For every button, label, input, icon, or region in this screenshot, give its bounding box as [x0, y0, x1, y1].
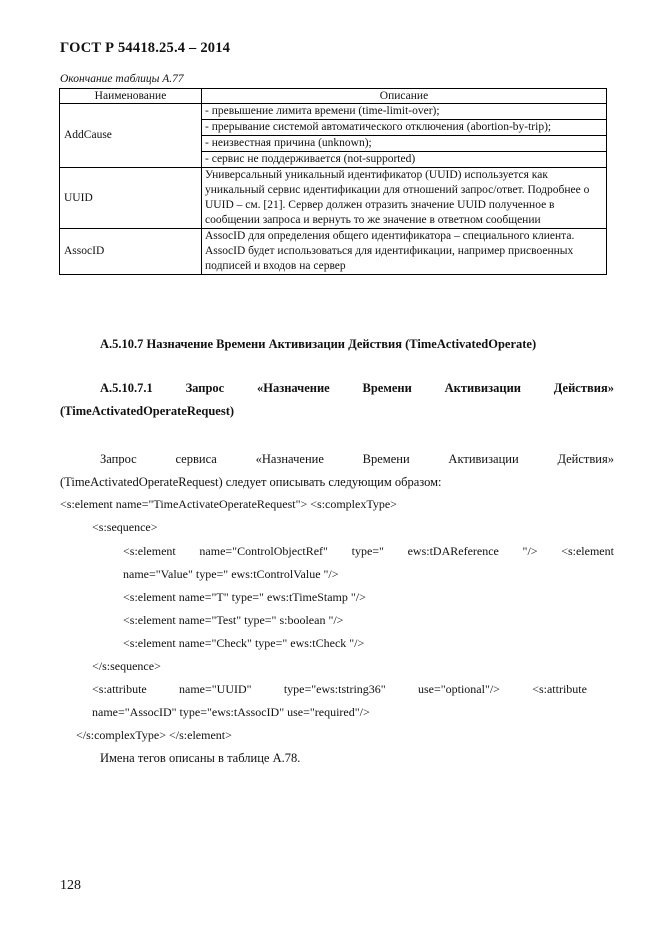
code-line-9 — [92, 681, 587, 697]
code-line-10: name="AssocID" type="ews:tAssocID" use="required"/> — [92, 705, 370, 719]
code-token: type="ews:tstring36" — [283, 682, 386, 696]
code-line-4: name="Value" type=" ews:tControlValue "/> — [123, 567, 339, 581]
document-header: ГОСТ Р 54418.25.4 – 2014 — [60, 40, 231, 56]
column-header-name: Наименование — [60, 89, 202, 104]
row-desc-line: - прерывание системой автоматического отключения (abortion-by-trip); — [202, 120, 607, 136]
row-desc-line: - неизвестная причина (unknown); — [202, 136, 607, 152]
code-line-2: <s:sequence> — [92, 520, 158, 534]
table-row — [60, 104, 607, 120]
code-token: <s:attribute — [532, 682, 587, 696]
heading-word: А.5.10.7.1 — [100, 381, 153, 395]
paragraph-word: «Назначение — [255, 452, 324, 466]
row-desc-associd: AssocID для определения общего идентификатора – специального клиента. AssocID будет использоваться для идентификации, например присвоенных подписей и входов на сервер — [202, 229, 607, 275]
code-line-5: <s:element name="T" type=" ews:tTimeStamp "/> — [123, 590, 366, 604]
table-header-row — [60, 89, 607, 104]
heading-word: Активизации — [444, 381, 522, 395]
code-line-6: <s:element name="Test" type=" s:boolean "/> — [123, 613, 344, 627]
code-token: type=" — [351, 544, 384, 558]
code-token: ews:tDAReference — [407, 544, 499, 558]
table-caption: Окончание таблицы А.77 — [60, 73, 184, 85]
row-name-addcause: AddCause — [60, 104, 202, 168]
heading-word: «Назначение — [256, 381, 330, 395]
column-header-description: Описание — [202, 89, 607, 104]
heading-word: Действия» — [553, 381, 614, 395]
section-heading: А.5.10.7 Назначение Времени Активизации Действия (TimeActivatedOperate) — [100, 337, 537, 351]
code-token: "/> — [522, 544, 538, 558]
paragraph-word: Времени — [362, 452, 410, 466]
code-line-3 — [123, 543, 614, 559]
paragraph-word: Действия» — [557, 452, 614, 466]
row-desc-line: - сервис не поддерживается (not-supported) — [202, 152, 607, 168]
code-token: name="ControlObjectRef" — [199, 544, 328, 558]
table-a77 — [59, 88, 607, 275]
paragraph-word: Активизации — [448, 452, 519, 466]
code-line-11: </s:complexType> </s:element> — [76, 728, 232, 742]
row-desc-uuid: Универсальный уникальный идентификатор (UUID) используется как уникальный сервис идентификации для отношений запрос/ответ. Подробнее о UUID – см. [21]. Сервер должен отразить значение UUID полученное в сообщении запроса и вернуть то же значение в ответном сообщении — [202, 168, 607, 229]
paragraph-word: сервиса — [175, 452, 217, 466]
table-row — [60, 168, 607, 229]
page-number: 128 — [60, 878, 81, 893]
row-name-uuid: UUID — [60, 168, 202, 229]
code-token: name="UUID" — [179, 682, 252, 696]
code-token: <s:attribute — [92, 682, 147, 696]
code-token: <s:element — [123, 544, 176, 558]
subsection-heading-line2: (TimeActivatedOperateRequest) — [60, 404, 235, 418]
paragraph-line2: (TimeActivatedOperateRequest) следует описывать следующим образом: — [60, 475, 442, 489]
code-line-8: </s:sequence> — [92, 659, 161, 673]
code-line-1: <s:element name="TimeActivateOperateRequest"> <s:complexType> — [60, 497, 397, 511]
code-line-7: <s:element name="Check" type=" ews:tCheck "/> — [123, 636, 365, 650]
heading-word: Запрос — [185, 381, 225, 395]
row-name-associd: AssocID — [60, 229, 202, 275]
code-token: use="optional"/> — [417, 682, 500, 696]
code-token: <s:element — [561, 544, 614, 558]
row-desc-line: - превышение лимита времени (time-limit-over); — [202, 104, 607, 120]
paragraph-line1 — [100, 451, 614, 467]
table-row — [60, 229, 607, 275]
closing-sentence: Имена тегов описаны в таблице А.78. — [100, 751, 301, 765]
paragraph-word: Запрос — [100, 452, 137, 466]
heading-word: Времени — [362, 381, 412, 395]
subsection-heading-line1 — [100, 381, 614, 396]
